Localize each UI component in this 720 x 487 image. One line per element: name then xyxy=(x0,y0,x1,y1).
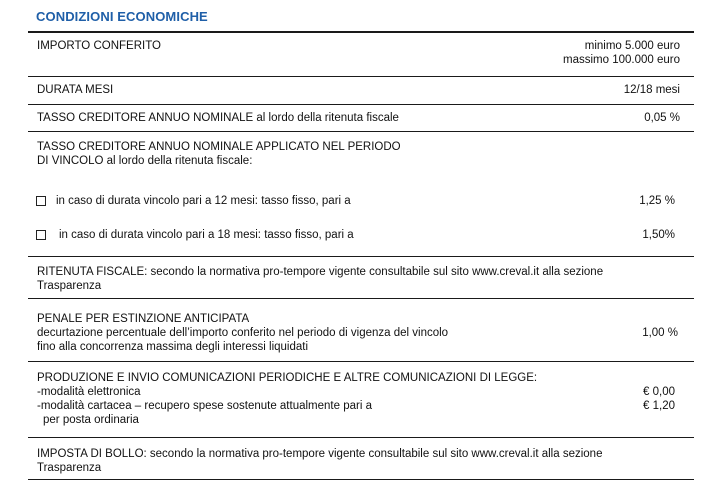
option-12-mesi-checkbox xyxy=(36,196,46,206)
penale-title: PENALE PER ESTINZIONE ANTICIPATA xyxy=(37,313,250,325)
tasso-nominale-label: TASSO CREDITORE ANNUO NOMINALE al lordo della ritenuta fiscale xyxy=(37,112,399,124)
comunicazioni-item-cartacea-2: per posta ordinaria xyxy=(43,414,139,426)
row-divider xyxy=(28,298,694,299)
comunicazioni-value-elettronica: € 0,00 xyxy=(643,386,675,398)
comunicazioni-value-cartacea: € 1,20 xyxy=(643,400,675,412)
row-divider xyxy=(28,104,694,105)
option-18-mesi-checkbox xyxy=(36,230,46,240)
comunicazioni-item-elettronica: -modalità elettronica xyxy=(37,386,141,398)
tasso-vincolo-line2: DI VINCOLO al lordo della ritenuta fiscale: xyxy=(37,155,253,167)
importo-min: minimo 5.000 euro xyxy=(584,40,680,52)
option-12-mesi-value: 1,25 % xyxy=(639,195,675,207)
option-18-mesi-value: 1,50% xyxy=(642,229,675,241)
table-top-rule xyxy=(28,31,694,33)
penale-value: 1,00 % xyxy=(642,327,678,339)
row-divider xyxy=(28,361,694,362)
row-divider xyxy=(28,479,694,480)
penale-line2: fino alla concorrenza massima degli interessi liquidati xyxy=(37,341,309,353)
bollo-text: IMPOSTA DI BOLLO: secondo la normativa pro-tempore vigente consultabile sul sito www.creval.it alla sezione xyxy=(37,448,603,460)
durata-label: DURATA MESI xyxy=(37,84,114,96)
row-divider xyxy=(28,437,694,438)
comunicazioni-item-cartacea: -modalità cartacea – recupero spese sostenute attualmente pari a xyxy=(37,400,372,412)
importo-max: massimo 100.000 euro xyxy=(563,54,680,66)
durata-value: 12/18 mesi xyxy=(623,84,680,96)
row-divider xyxy=(28,131,694,132)
row-divider xyxy=(28,76,694,77)
comunicazioni-title: PRODUZIONE E INVIO COMUNICAZIONI PERIODICHE E ALTRE COMUNICAZIONI DI LEGGE: xyxy=(37,372,538,384)
row-divider xyxy=(28,256,694,257)
section-title: CONDIZIONI ECONOMICHE xyxy=(36,9,208,24)
ritenuta-text-2: Trasparenza xyxy=(37,280,102,292)
bollo-text-2: Trasparenza xyxy=(37,462,102,474)
tasso-nominale-value: 0,05 % xyxy=(644,112,680,124)
penale-line1: decurtazione percentuale dell’importo conferito nel periodo di vigenza del vincolo xyxy=(37,327,449,339)
importo-label: IMPORTO CONFERITO xyxy=(37,40,161,52)
option-12-mesi-label: in caso di durata vincolo pari a 12 mesi: tasso fisso, pari a xyxy=(56,195,351,207)
option-18-mesi-label: in caso di durata vincolo pari a 18 mesi: tasso fisso, pari a xyxy=(59,229,354,241)
ritenuta-text: RITENUTA FISCALE: secondo la normativa pro-tempore vigente consultabile sul sito www.creval.it alla sezione xyxy=(37,266,604,278)
tasso-vincolo-line1: TASSO CREDITORE ANNUO NOMINALE APPLICATO NEL PERIODO xyxy=(37,141,401,153)
